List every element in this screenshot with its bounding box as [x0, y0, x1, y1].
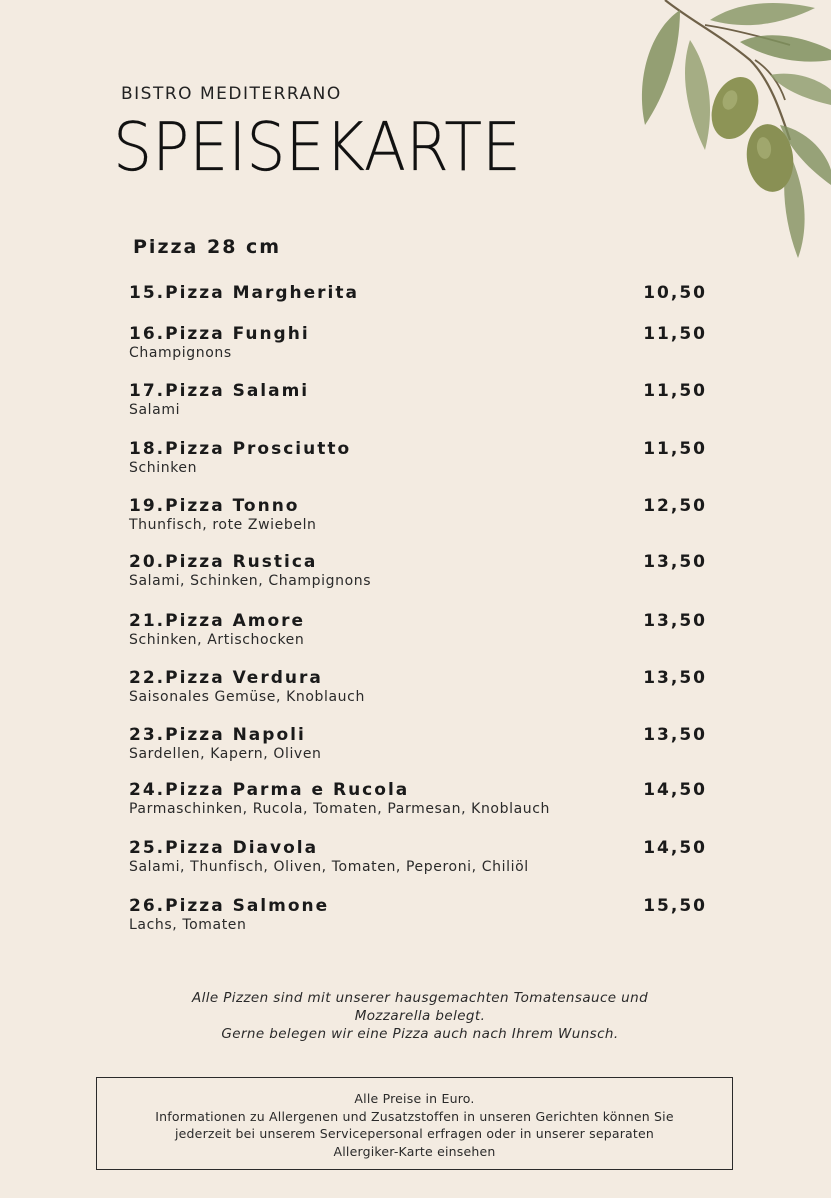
- menu-title: SPEISEKARTE: [113, 108, 521, 186]
- section-title: Pizza 28 cm: [133, 236, 282, 258]
- item-price: 13,50: [643, 552, 707, 572]
- item-name: 19.Pizza Tonno: [129, 496, 300, 516]
- menu-item: [129, 324, 707, 362]
- item-price: 11,50: [643, 381, 707, 401]
- olive-branch-icon: [630, 0, 831, 260]
- restaurant-name: BISTRO MEDITERRANO: [121, 84, 342, 104]
- menu-item: [129, 496, 707, 534]
- menu-item: [129, 896, 707, 934]
- item-name: 17.Pizza Salami: [129, 381, 310, 401]
- item-description: Sardellen, Kapern, Oliven: [129, 746, 322, 762]
- menu-note: [150, 989, 690, 1043]
- item-description: Salami: [129, 402, 181, 418]
- item-price: 10,50: [643, 283, 707, 303]
- menu-item: [129, 780, 707, 818]
- menu-item: [129, 552, 707, 590]
- item-name: 23.Pizza Napoli: [129, 725, 306, 745]
- item-price: 11,50: [643, 324, 707, 344]
- item-price: 14,50: [643, 780, 707, 800]
- item-name: 16.Pizza Funghi: [129, 324, 310, 344]
- note-line: Alle Pizzen sind mit unserer hausgemachten Tomatensauce und: [191, 990, 649, 1006]
- item-price: 13,50: [643, 668, 707, 688]
- item-description: Champignons: [129, 345, 232, 361]
- item-description: Schinken, Artischocken: [129, 632, 305, 648]
- item-price: 11,50: [643, 439, 707, 459]
- info-line: jederzeit bei unserem Servicepersonal erfragen oder in unserer separaten: [174, 1126, 655, 1141]
- item-price: 14,50: [643, 838, 707, 858]
- item-name: 21.Pizza Amore: [129, 611, 306, 631]
- item-price: 15,50: [643, 896, 707, 916]
- item-description: Thunfisch, rote Zwiebeln: [129, 517, 317, 533]
- item-description: Saisonales Gemüse, Knoblauch: [129, 689, 365, 705]
- menu-item: [129, 838, 707, 876]
- info-line: Allergiker-Karte einsehen: [333, 1143, 496, 1159]
- item-description: Salami, Schinken, Champignons: [129, 573, 372, 589]
- menu-item: [129, 725, 707, 763]
- item-description: Parmaschinken, Rucola, Tomaten, Parmesan, Knoblauch: [129, 801, 550, 817]
- menu-item: [129, 283, 707, 303]
- menu-item: [129, 668, 707, 706]
- item-name: 20.Pizza Rustica: [129, 552, 318, 572]
- note-line: Gerne belegen wir eine Pizza auch nach Ihrem Wunsch.: [221, 1026, 619, 1042]
- item-name: 18.Pizza Prosciutto: [129, 439, 352, 459]
- menu-item: [129, 381, 707, 419]
- info-line: Informationen zu Allergenen und Zusatzstoffen in unseren Gerichten können Sie: [155, 1108, 674, 1124]
- item-name: 24.Pizza Parma e Rucola: [129, 780, 410, 800]
- item-name: 26.Pizza Salmone: [129, 896, 330, 916]
- menu-item: [129, 439, 707, 477]
- item-description: Salami, Thunfisch, Oliven, Tomaten, Peperoni, Chiliöl: [129, 859, 529, 875]
- allergen-info-box: [96, 1077, 733, 1170]
- item-name: 25.Pizza Diavola: [129, 838, 319, 858]
- menu-item: [129, 611, 707, 649]
- item-price: 13,50: [643, 611, 707, 631]
- item-name: 22.Pizza Verdura: [129, 668, 323, 688]
- item-price: 12,50: [643, 496, 707, 516]
- item-price: 13,50: [643, 725, 707, 745]
- note-line: Mozzarella belegt.: [354, 1008, 486, 1024]
- info-line: Alle Preise in Euro.: [354, 1091, 475, 1106]
- item-name: 15.Pizza Margherita: [129, 283, 359, 303]
- item-description: Lachs, Tomaten: [129, 917, 247, 933]
- item-description: Schinken: [129, 460, 198, 476]
